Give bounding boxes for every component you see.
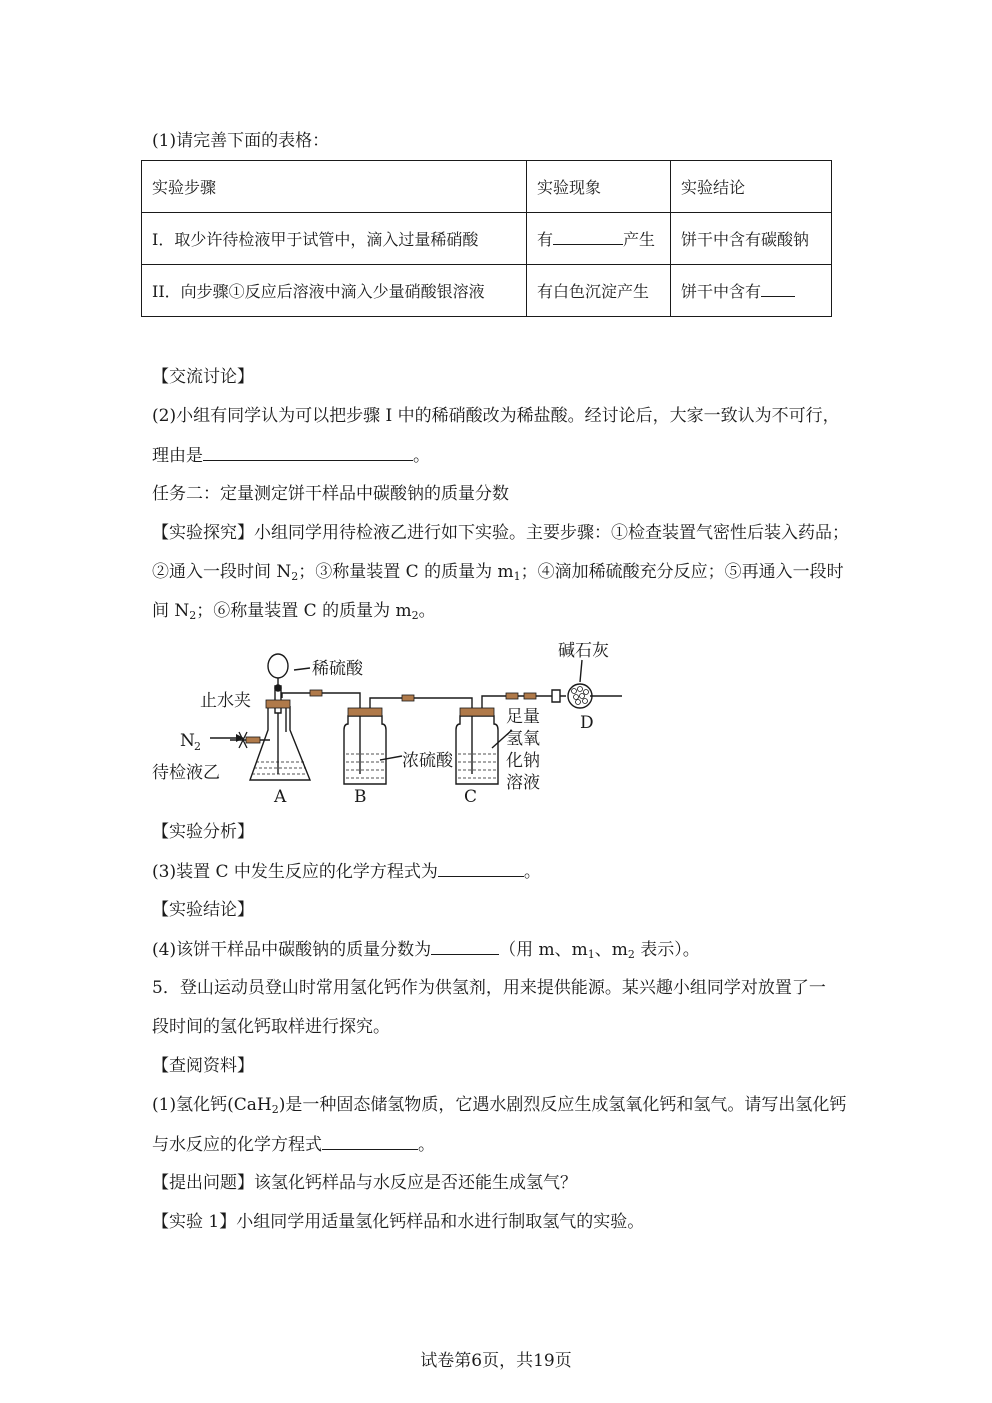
question-line: 【提出问题】该氢化钙样品与水反应是否还能生成氢气？ [152,1173,577,1193]
bottle-b [344,716,386,784]
q2-period: 。 [413,446,430,466]
q5-1-text-a: (1)氢化钙(CaH [152,1095,272,1115]
stopper-c [460,708,494,716]
label-a: A [274,787,287,807]
label-naoh-4: 溶液 [506,773,540,793]
q2-reason-label: 理由是 [152,446,203,466]
q3-period: 。 [523,862,541,882]
explore-line1: 【实验探究】小组同学用待检液乙进行如下实验。主要步骤：①检查装置气密性后装入药品； [152,523,849,543]
q1-intro: (1)请完善下面的表格： [152,131,330,151]
explore-line2-n2-sub: 2 [291,570,299,583]
explore-line3-c: 。 [418,601,436,621]
q2-answer-blank[interactable] [203,444,413,461]
explore-line2 [152,561,844,588]
discussion-title: 【交流讨论】 [152,367,254,387]
connector [310,690,322,696]
granule [574,695,579,700]
explore-line2-a: ②通入一段时间 N [152,562,292,582]
connector [524,693,536,699]
q4-m1-sub: 1 [587,948,595,961]
granule [576,700,581,705]
q5-line2: 段时间的氢化钙取样进行探究。 [152,1017,390,1037]
drying-tube-d [552,690,566,702]
row1-phenomenon-pre: 有 [537,230,554,249]
task2-heading: 任务二：定量测定饼干样品中碳酸钠的质量分数 [152,484,509,504]
label-n2: N [180,731,195,751]
q4-hint-a: （用 m、m [499,940,588,960]
q5-1-period: 。 [418,1135,435,1155]
row2-phenomenon: 有白色沉淀产生 [527,265,671,317]
exp1-line: 【实验 1】小组同学用适量氢化钙样品和水进行制取氢气的实验。 [152,1212,645,1232]
label-liquid: 待检液乙 [152,763,220,783]
pointer-conc [380,756,402,760]
label-clamp: 止水夹 [200,691,251,711]
experiment-table [141,160,832,317]
drying-tube-bulb [568,684,592,708]
label-naoh-1: 足量 [506,707,540,727]
row2-conclusion [671,265,832,317]
row1-phenomenon-post: 产生 [623,230,656,249]
row1-phenomenon [527,213,671,265]
table-row [142,265,832,317]
granule [584,690,589,695]
label-b: B [354,787,367,807]
analysis-title: 【实验分析】 [152,822,254,842]
q5-1-prompt: 与水反应的化学方程式 [152,1135,322,1155]
q4-hint-c: 表示）。 [634,940,700,960]
q5-1-line1 [152,1094,846,1121]
apparatus-diagram [140,638,640,810]
page-footer: 试卷第6页，共19页 [420,1351,572,1371]
stopper-b [348,708,382,716]
explore-line2-b: ；③称量装置 C 的质量为 m [298,562,514,582]
header-conclusion: 实验结论 [671,161,832,213]
pointer-sodalime [580,660,582,682]
explore-line2-m1-sub: 1 [513,570,521,583]
q5-1-answer-blank[interactable] [322,1133,418,1150]
row2-conclusion-blank[interactable] [761,280,795,297]
label-naoh-2: 氢氧 [506,729,540,749]
q4-hint-b: 、m [594,940,628,960]
header-phenomenon: 实验现象 [527,161,671,213]
n2-connector [246,737,260,743]
q4-line [152,938,700,966]
granule [578,687,583,692]
row2-step: II．向步骤①反应后溶液中滴入少量硝酸银溶液 [142,265,527,317]
row1-step: I．取少许待检液甲于试管中，滴入过量稀硝酸 [142,213,527,265]
explore-line3-b: ；⑥称量装置 C 的质量为 m [196,601,412,621]
lookup-title: 【查阅资料】 [152,1056,254,1076]
explore-line3-m2-sub: 2 [411,609,419,622]
label-naoh-3: 化钠 [506,751,540,771]
connector [402,695,414,701]
label-d: D [580,713,594,733]
q5-1-text-b: )是一种固态储氢物质，它遇水剧烈反应生成氢氧化钙和氢气。请写出氢化钙 [278,1095,847,1115]
explore-line3-a: 间 N [152,601,190,621]
q5-1-cah2-sub: 2 [271,1103,279,1116]
q4-text: (4)该饼干样品中碳酸钠的质量分数为 [152,940,432,960]
q3-line [152,860,541,883]
granule [583,699,588,704]
explore-line2-c: ；④滴加稀硫酸充分反应；⑤再通入一段时 [520,562,844,582]
table-row [142,213,832,265]
explore-line3 [152,600,436,627]
bottle-c [456,716,498,784]
funnel-bulb [268,654,288,678]
funnel-stopcock [275,685,281,691]
q3-answer-blank[interactable] [438,860,524,877]
label-c: C [464,787,478,807]
stopper-a [266,700,290,708]
q4-m2-sub: 2 [627,948,635,961]
label-soda-lime: 碱石灰 [558,641,609,661]
label-conc-acid: 浓硫酸 [402,751,453,771]
granule [580,694,585,699]
connector [506,693,518,699]
q2-line2 [152,444,430,467]
row1-conclusion: 饼干中含有碳酸钠 [671,213,832,265]
conclusion-title: 【实验结论】 [152,900,254,920]
tube-b-c [370,698,472,708]
header-step: 实验步骤 [142,161,527,213]
q3-text: (3)装置 C 中发生反应的化学方程式为 [152,862,438,882]
q5-1-line2 [152,1133,435,1156]
granule [572,689,577,694]
row1-phenomenon-blank[interactable] [553,228,623,245]
pointer-acid [294,668,310,670]
label-dilute-acid: 稀硫酸 [312,659,363,679]
q4-answer-blank[interactable] [431,938,499,955]
q5-line1: 5．登山运动员登山时常用氢化钙作为供氢剂，用来提供能源。某兴趣小组同学对放置了一 [152,978,826,998]
table-header-row [142,161,832,213]
q2-line1: (2)小组有同学认为可以把步骤 I 中的稀硝酸改为稀盐酸。经讨论后，大家一致认为不可行， [152,406,840,426]
label-n2-sub: 2 [194,740,201,753]
row2-conclusion-pre: 饼干中含有 [681,282,762,301]
explore-line3-n2-sub: 2 [189,609,197,622]
